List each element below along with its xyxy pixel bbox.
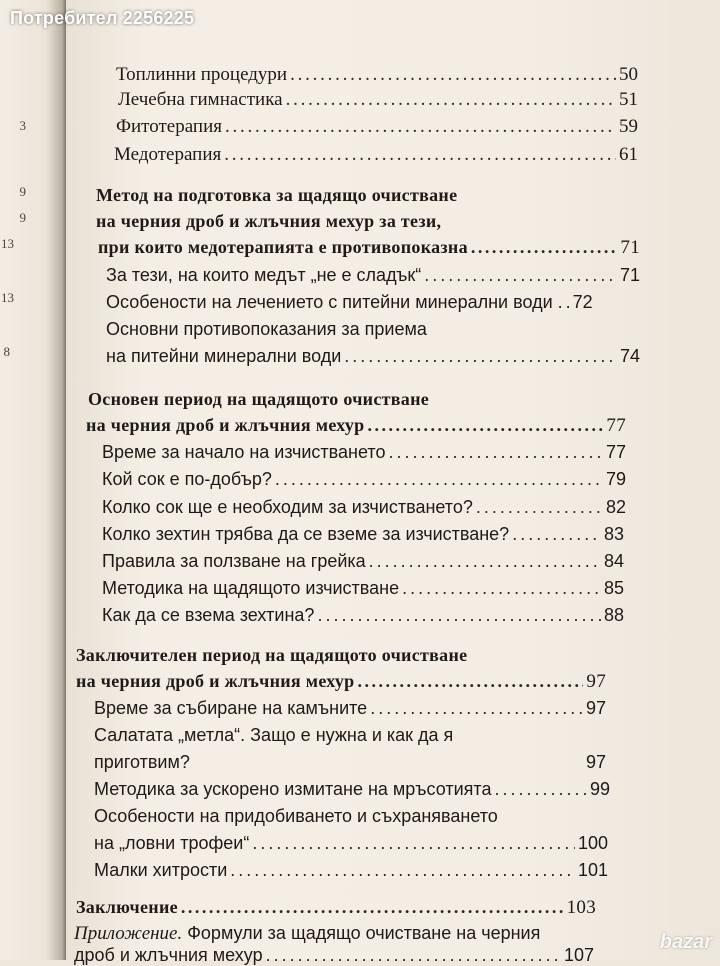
toc-entry xyxy=(94,778,610,800)
toc-entry-title: Лечебна гимнастика xyxy=(118,89,283,110)
leader-dots xyxy=(402,577,601,599)
leader-dots xyxy=(494,778,586,800)
appendix-label: Приложение. xyxy=(74,923,183,944)
toc-entry-page: 101 xyxy=(577,860,608,880)
section-heading: Метод на подготовка за щадящо очистване xyxy=(96,185,458,205)
toc-entry xyxy=(106,345,640,367)
leader-dots xyxy=(367,414,603,436)
toc-entry-title: За тези, на които медът „не е сладък“ xyxy=(106,265,422,285)
leader-dots xyxy=(286,89,616,111)
toc-entry xyxy=(114,144,638,166)
leader-dots xyxy=(317,604,601,626)
toc-entry-page: 88 xyxy=(603,605,624,625)
toc-entry xyxy=(94,859,608,881)
leader-dots xyxy=(476,496,603,518)
left-page-number: 13 xyxy=(1,236,14,251)
leader-dots xyxy=(224,144,616,166)
toc-entry-page: 97 xyxy=(585,698,606,718)
previous-page-edge xyxy=(0,0,66,960)
section-heading: при които медотерапията е противопоказна xyxy=(98,237,468,257)
leader-dots xyxy=(225,116,616,138)
toc-entry-page: 50 xyxy=(619,64,638,85)
leader-dots xyxy=(266,944,561,966)
leader-dots xyxy=(344,345,617,367)
left-page-number: 9 xyxy=(19,210,26,225)
leader-dots xyxy=(369,550,601,572)
toc-entry-title: Време за начало на изчистването xyxy=(102,442,386,462)
leader-dots xyxy=(471,236,617,258)
toc-entry-title: Време за събиране на камъните xyxy=(94,698,368,718)
toc-entry-title: на питейни минерални води xyxy=(106,346,342,366)
toc-entry xyxy=(106,264,640,286)
left-page-number: 9 xyxy=(19,184,26,199)
section-heading: Заключение xyxy=(76,897,178,917)
leader-dots xyxy=(388,441,603,463)
user-watermark: Потребител 2256225 xyxy=(10,8,195,28)
toc-entry-page: 107 xyxy=(563,945,594,965)
toc-entry-title: Кой сок е по-добър? xyxy=(102,469,272,489)
leader-dots xyxy=(357,670,583,692)
appendix-heading xyxy=(74,922,540,945)
toc-entry-page: 51 xyxy=(619,89,638,110)
toc-entry-page: 97 xyxy=(585,752,606,772)
toc-entry-title: Топлинни процедури xyxy=(116,64,288,85)
toc-entry xyxy=(102,496,626,518)
toc-entry xyxy=(116,116,638,138)
toc-entry-page: 97 xyxy=(586,671,606,692)
toc-entry-title: Особености на лечението с питейни минерални води . xyxy=(106,292,563,312)
toc-entry-title: Как да се взема зехтина? xyxy=(102,605,315,625)
toc-entry xyxy=(116,64,638,86)
toc-entry xyxy=(102,523,624,545)
toc-page xyxy=(66,0,720,965)
toc-entry xyxy=(98,236,640,259)
leader-dots xyxy=(230,859,575,881)
leader-dots xyxy=(370,697,583,719)
toc-entry-title: Малки хитрости xyxy=(94,860,228,880)
section-heading: на черния дроб и жлъчния мехур за тези, xyxy=(96,211,442,231)
toc-entry xyxy=(102,468,626,490)
toc-entry-page: 71 xyxy=(620,237,640,258)
toc-entry-title: Правила за ползване на грейка xyxy=(102,551,366,571)
toc-entry-page: 59 xyxy=(619,116,638,137)
toc-entry xyxy=(94,697,606,719)
toc-entry-title: приготвим? xyxy=(94,752,190,772)
leader-dots xyxy=(424,264,617,286)
toc-entry-page: 82 xyxy=(605,497,626,517)
leader-dots xyxy=(290,64,616,86)
toc-entry-page: 84 xyxy=(603,551,624,571)
toc-entry-title: на „ловни трофеи“ xyxy=(94,833,250,853)
toc-entry-title: Колко зехтин трябва да се вземе за изчистване? xyxy=(102,524,510,544)
left-page-number: 8 xyxy=(3,344,10,359)
toc-entry xyxy=(76,896,596,919)
section-heading: Заключителен период на щадящото очистване xyxy=(76,645,468,665)
toc-entry-title: Особености на придобиването и съхраняването xyxy=(94,806,498,826)
toc-entry-page: 77 xyxy=(605,442,626,462)
site-logo-watermark: bazar xyxy=(659,931,712,953)
toc-entry xyxy=(102,550,624,572)
section-heading: на черния дроб и жлъчния мехур xyxy=(86,415,365,435)
toc-entry-page: 85 xyxy=(603,578,624,598)
toc-entry-page: 79 xyxy=(605,469,626,489)
section-heading: Основен период на щадящото очистване xyxy=(88,389,430,409)
toc-entry xyxy=(102,441,626,463)
toc-entry-page: 74 xyxy=(619,346,640,366)
toc-entry-title: Салатата „метла“. Защо е нужна и как да я xyxy=(94,725,454,745)
toc-entry-title: дроб и жлъчния мехур xyxy=(74,945,263,965)
section-heading: на черния дроб и жлъчния мехур xyxy=(76,671,355,691)
toc-entry-title: Основни противопоказания за приема xyxy=(106,319,427,339)
appendix-title: Формули за щадящо очистване на черния xyxy=(182,923,541,943)
toc-entry xyxy=(106,291,640,313)
toc-entry-page: 83 xyxy=(603,524,624,544)
toc-entry xyxy=(94,751,606,773)
toc-entry-title: Медотерапия xyxy=(114,144,222,165)
toc-entry xyxy=(118,89,638,111)
toc-entry-page: 77 xyxy=(606,415,626,436)
toc-entry-title: Методика за ускорено измитане на мръсотията xyxy=(94,779,492,799)
toc-entry-page: 100 xyxy=(577,833,608,853)
toc-entry xyxy=(102,604,624,626)
toc-entry-page: 72 xyxy=(572,292,593,312)
toc-entry-page: 99 xyxy=(589,779,610,799)
toc-entry-title: Колко сок ще е необходим за изчистването? xyxy=(102,497,473,517)
toc-entry-title: Методика на щадящото изчистване xyxy=(102,578,400,598)
toc-entry xyxy=(94,832,608,854)
toc-entry-page: 71 xyxy=(619,265,640,285)
leader-dots xyxy=(512,523,601,545)
leader-dots xyxy=(252,832,575,854)
left-page-number: 3 xyxy=(19,118,26,133)
toc-entry xyxy=(76,670,606,693)
left-page-number: 13 xyxy=(1,290,14,305)
toc-entry-page: 103 xyxy=(566,897,596,918)
leader-dots xyxy=(275,468,603,490)
toc-entry-page: 61 xyxy=(619,144,638,165)
toc-entry xyxy=(86,414,626,437)
toc-entry-title: Фитотерапия xyxy=(116,116,222,137)
leader-dots xyxy=(566,291,570,313)
toc-entry xyxy=(74,944,594,966)
leader-dots xyxy=(181,896,564,918)
toc-entry xyxy=(102,577,624,599)
